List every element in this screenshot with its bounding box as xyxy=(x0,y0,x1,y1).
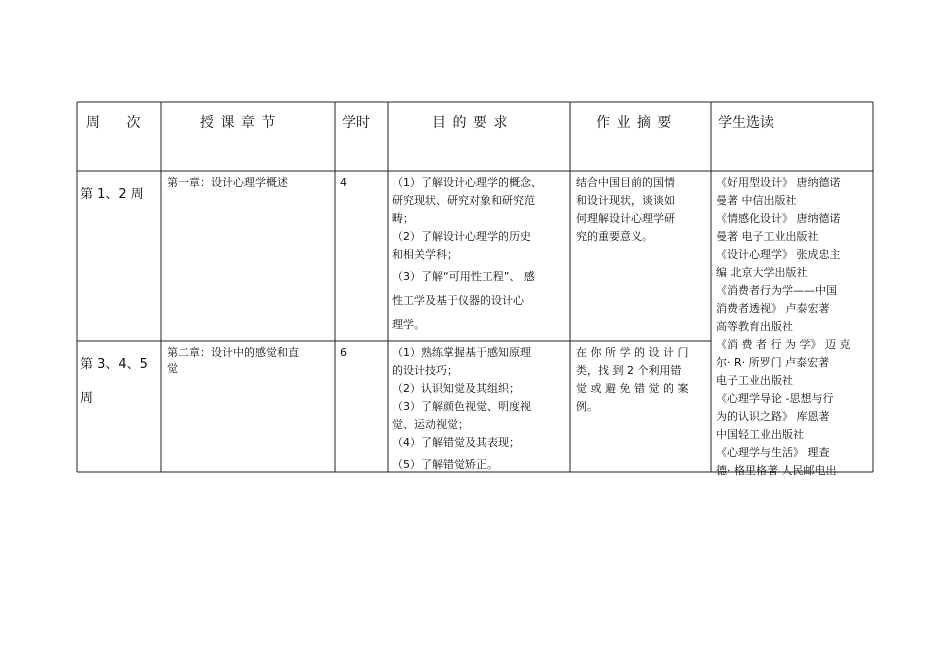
row2-hours: 6 xyxy=(340,346,347,359)
row2-chapter-line2: 觉 xyxy=(167,362,178,375)
row1-hours: 4 xyxy=(340,176,347,189)
reading-line: 电子工业出版社 xyxy=(716,374,793,387)
row1-goals: （1）了解设计心理学的概念、 研究现状、研究对象和研究范 畴； （2）了解设计心理学的历史 和相关学科； （3）了解“可用性工程”、 感 性工学及基于仪器的设计心 理学。 xyxy=(392,176,542,331)
reading-list xyxy=(716,174,850,480)
reading-line: 《消费者行为学——中国 xyxy=(716,284,837,297)
row2-homework: 在 你 所 学 的 设 计 门 类，找 到 2 个利用错 觉 或 避 免 错 觉 的 案 例。 xyxy=(576,346,689,413)
reading-line: 编 北京大学出版社 xyxy=(716,266,808,279)
row1-homework: 结合中国目前的国情 和设计现状，谈谈如 何理解设计心理学研 究的重要意义。 xyxy=(576,176,675,243)
header-goals: 目 的 要 求 xyxy=(432,115,509,131)
reading-line: 消费者透视》 卢泰宏著 xyxy=(716,302,830,315)
row2-week-line2: 周 xyxy=(80,391,94,406)
header-week: 周 次 xyxy=(86,115,141,131)
header-reading: 学生选读 xyxy=(718,115,774,131)
header-homework: 作 业 摘 要 xyxy=(596,115,673,131)
reading-line: 高等教育出版社 xyxy=(716,320,793,333)
row2-week-line1: 第 3、4、5 xyxy=(80,357,148,372)
row2-chapter-line1: 第二章：设计中的感觉和直 xyxy=(167,346,299,359)
reading-line: 《心理学导论 -思想与行 xyxy=(716,392,834,405)
reading-line: 为的认识之路》 库恩著 xyxy=(716,410,830,423)
row1-week: 第 1、2 周 xyxy=(80,187,144,202)
reading-line: 《好用型设计》 唐纳德诺 xyxy=(716,176,841,189)
reading-line: 中国轻工业出版社 xyxy=(716,428,804,441)
reading-line: 《设计心理学》 张成忠主 xyxy=(716,248,841,261)
reading-line: 曼著 电子工业出版社 xyxy=(716,230,819,243)
reading-line: 《心理学与生活》 理查 xyxy=(716,446,830,459)
reading-line: 曼著 中信出版社 xyxy=(716,194,797,207)
reading-line: 《情感化设计》 唐纳德诺 xyxy=(716,212,841,225)
reading-line: 尔· R· 所罗门 卢泰宏著 xyxy=(716,356,830,369)
header-chapter: 授 课 章 节 xyxy=(200,115,277,131)
header-hours: 学时 xyxy=(342,115,370,131)
reading-line: 《消 费 者 行 为 学》 迈 克 xyxy=(716,338,851,351)
reading-line: 德· 格里格著 人民邮电出 xyxy=(716,464,837,477)
row1-chapter: 第一章：设计心理学概述 xyxy=(167,176,288,189)
row2-goals: （1）熟练掌握基于感知原理 的设计技巧； （2）认识知觉及其组织； （3）了解颜色视觉、明度视 觉、运动视觉； （4）了解错觉及其表现； （5）了解错觉矫正。 xyxy=(392,346,531,471)
